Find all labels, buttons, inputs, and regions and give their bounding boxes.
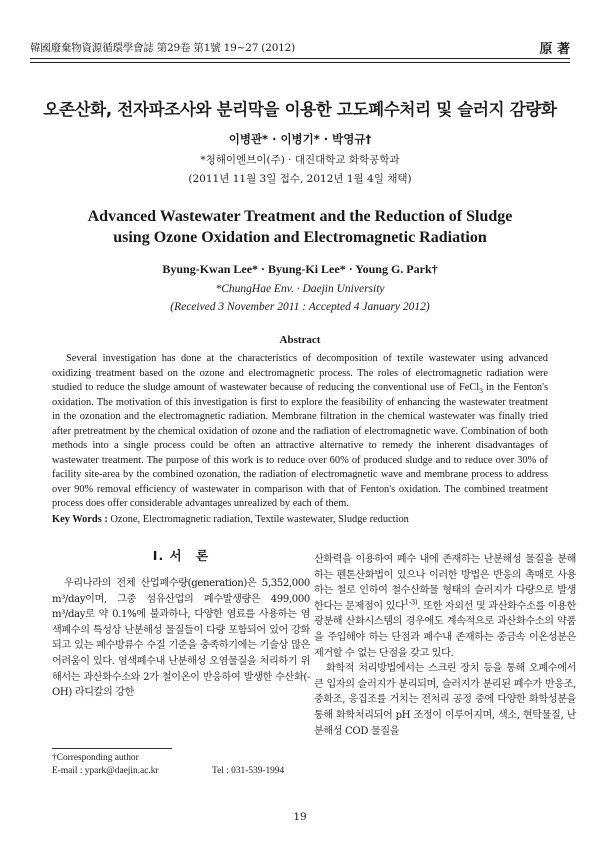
footnote-contact-row xyxy=(52,765,310,778)
paragraph-intro-1: 우리나라의 전체 산업폐수량(generation)은 5,352,000 m³/day이며, 그중 섬유산업의 폐수발생량은 499,000 m³/day로 약 0.1%에 불과하나, 다양한 염료를 사용하는 염색폐수의 특성상 난분해성 물질들이 다량 포함되어 있어 강화되고 있는 폐수방류수 수질 기준을 충족하기에는 기술상 많은 어려움이 있다. 염색폐수내 난분해성 오염물질을 처리하기 위해서는 과산화수소와 2가 철이온이 반응하여 발생한 수산화(-OH) 라디칼의 강한 xyxy=(52,578,310,699)
abstract-heading: Abstract xyxy=(279,334,321,346)
footnote-email: E-mail : ypark@daejin.ac.kr xyxy=(52,766,159,776)
page-number: 19 xyxy=(293,811,307,823)
paragraph-intro-1-cont xyxy=(314,552,576,661)
article-type-label: 原 著 xyxy=(539,42,570,57)
abstract-text-part-2: in the Fenton's oxidation. The motivation of this investigation is first to explore the feasibility of enhancing the wastewater treatment in the ozonation and the electromagnetic radiation. Membrane filtration in the chemical wastewater was finally tried after pretreatment by the chemical oxidation of ozone and the radiation of electromagnetic wave. Combination of both methods into a single process could be often an attractive alternative to remedy the inherent disadvantages of wastewater treatment. The purpose of this work is to reduce over 60% of produced sludge and to reduce over 30% of facility site-area by the combined ozonation, the radiation of electromagnetic wave and membrane process to address over 90% removal efficiency of wastewater in comparison with that of Fenton's oxidation. The combined treatment process does offer considerable advantages unrealized by each of them. xyxy=(52,382,548,509)
korean-authors: 이병관* · 이병기* · 박영규† xyxy=(228,132,372,146)
section-heading-introduction: I. 서 론 xyxy=(152,548,210,563)
paragraph-intro-2: 화학적 처리방법에서는 스크린 장치 등을 통해 오폐수에서 큰 입자의 슬러지가 분리되며, 슬러지가 분리된 폐수가 반응조, 중화조, 응집조를 거치는 전처리 공정 중에 다양한 화학성분을 통해 화학처리되어 pH 조정이 이루어지며, 색소, 현탁물질, 난분해성 COD 물질을 xyxy=(314,663,576,737)
abstract-body xyxy=(52,352,548,512)
footnote-tel: Tel : 031-539-1994 xyxy=(212,766,285,776)
english-title-line-1: Advanced Wastewater Treatment and the Reduction of Sludge xyxy=(87,208,513,225)
citation-reference: 1-3) xyxy=(404,597,418,607)
korean-received-dates: (2011년 11월 3일 접수, 2012년 1월 4일 채택) xyxy=(188,173,412,185)
keywords-label: Key Words : xyxy=(52,514,108,525)
abstract-text-part-1: Several investigation has done at the characteristics of decomposition of textile wastewater using advanced oxidizing treatment based on the ozone and electromagnetic process. The roles of electromagnetic radiation were studied to reduce the sludge amount of wastewater because of reducing the conventional use of FeCl xyxy=(52,353,548,393)
body-column-right xyxy=(314,552,576,739)
keywords-text: Ozone, Electromagnetic radiation, Textile wastewater, Sludge reduction xyxy=(107,514,409,525)
english-authors: Byung-Kwan Lee* · Byung-Ki Lee* · Young G. Park† xyxy=(162,262,438,276)
body-column-left xyxy=(52,576,310,701)
abstract-subscript: 3 xyxy=(479,387,483,396)
paragraph-text-b: . 또한 자외선 및 과산화수소를 이용한 광분해 산화시스템의 경우에도 계속적으로 과산화수소의 약품을 주입해야 하는 단점과 폐수내 존재하는 중금속 이온성분은 제거할 수 없는 단점을 갖고 있다. xyxy=(314,600,576,659)
english-title-line-2: using Ozone Oxidation and Electromagnetic Radiation xyxy=(113,229,487,246)
header-rule-thick xyxy=(30,58,570,59)
english-affiliation: *ChungHae Env. · Daejin University xyxy=(215,283,385,295)
header-rule-thin xyxy=(30,62,570,63)
korean-affiliation: *청해이엔브이(주) · 대진대학교 화학공학과 xyxy=(200,154,400,166)
running-header xyxy=(30,38,570,58)
footnote-corresponding: †Corresponding author xyxy=(52,753,139,763)
journal-citation: 韓國廢棄物資源循環學會誌 第29卷 第1號 19~27 (2012) xyxy=(30,42,296,54)
paragraph-text-a: 산화력을 이용하여 폐수 내에 존재하는 난분해성 물질을 분해하는 펜톤산화법이 있으나 이러한 방법은 반응의 촉매로 사용하는 철로 인하여 철수산화물 형태의 슬러지가 다량으로 발생한다는 문제점이 있다 xyxy=(314,554,576,612)
korean-title: 오존산화, 전자파조사와 분리막을 이용한 고도폐수처리 및 슬러지 감량화 xyxy=(43,100,557,119)
english-title xyxy=(20,206,580,248)
english-received-dates: (Received 3 November 2011 : Accepted 4 January 2012) xyxy=(170,301,430,313)
footnote xyxy=(52,752,310,778)
keywords xyxy=(52,514,548,525)
footnote-rule xyxy=(52,748,172,749)
